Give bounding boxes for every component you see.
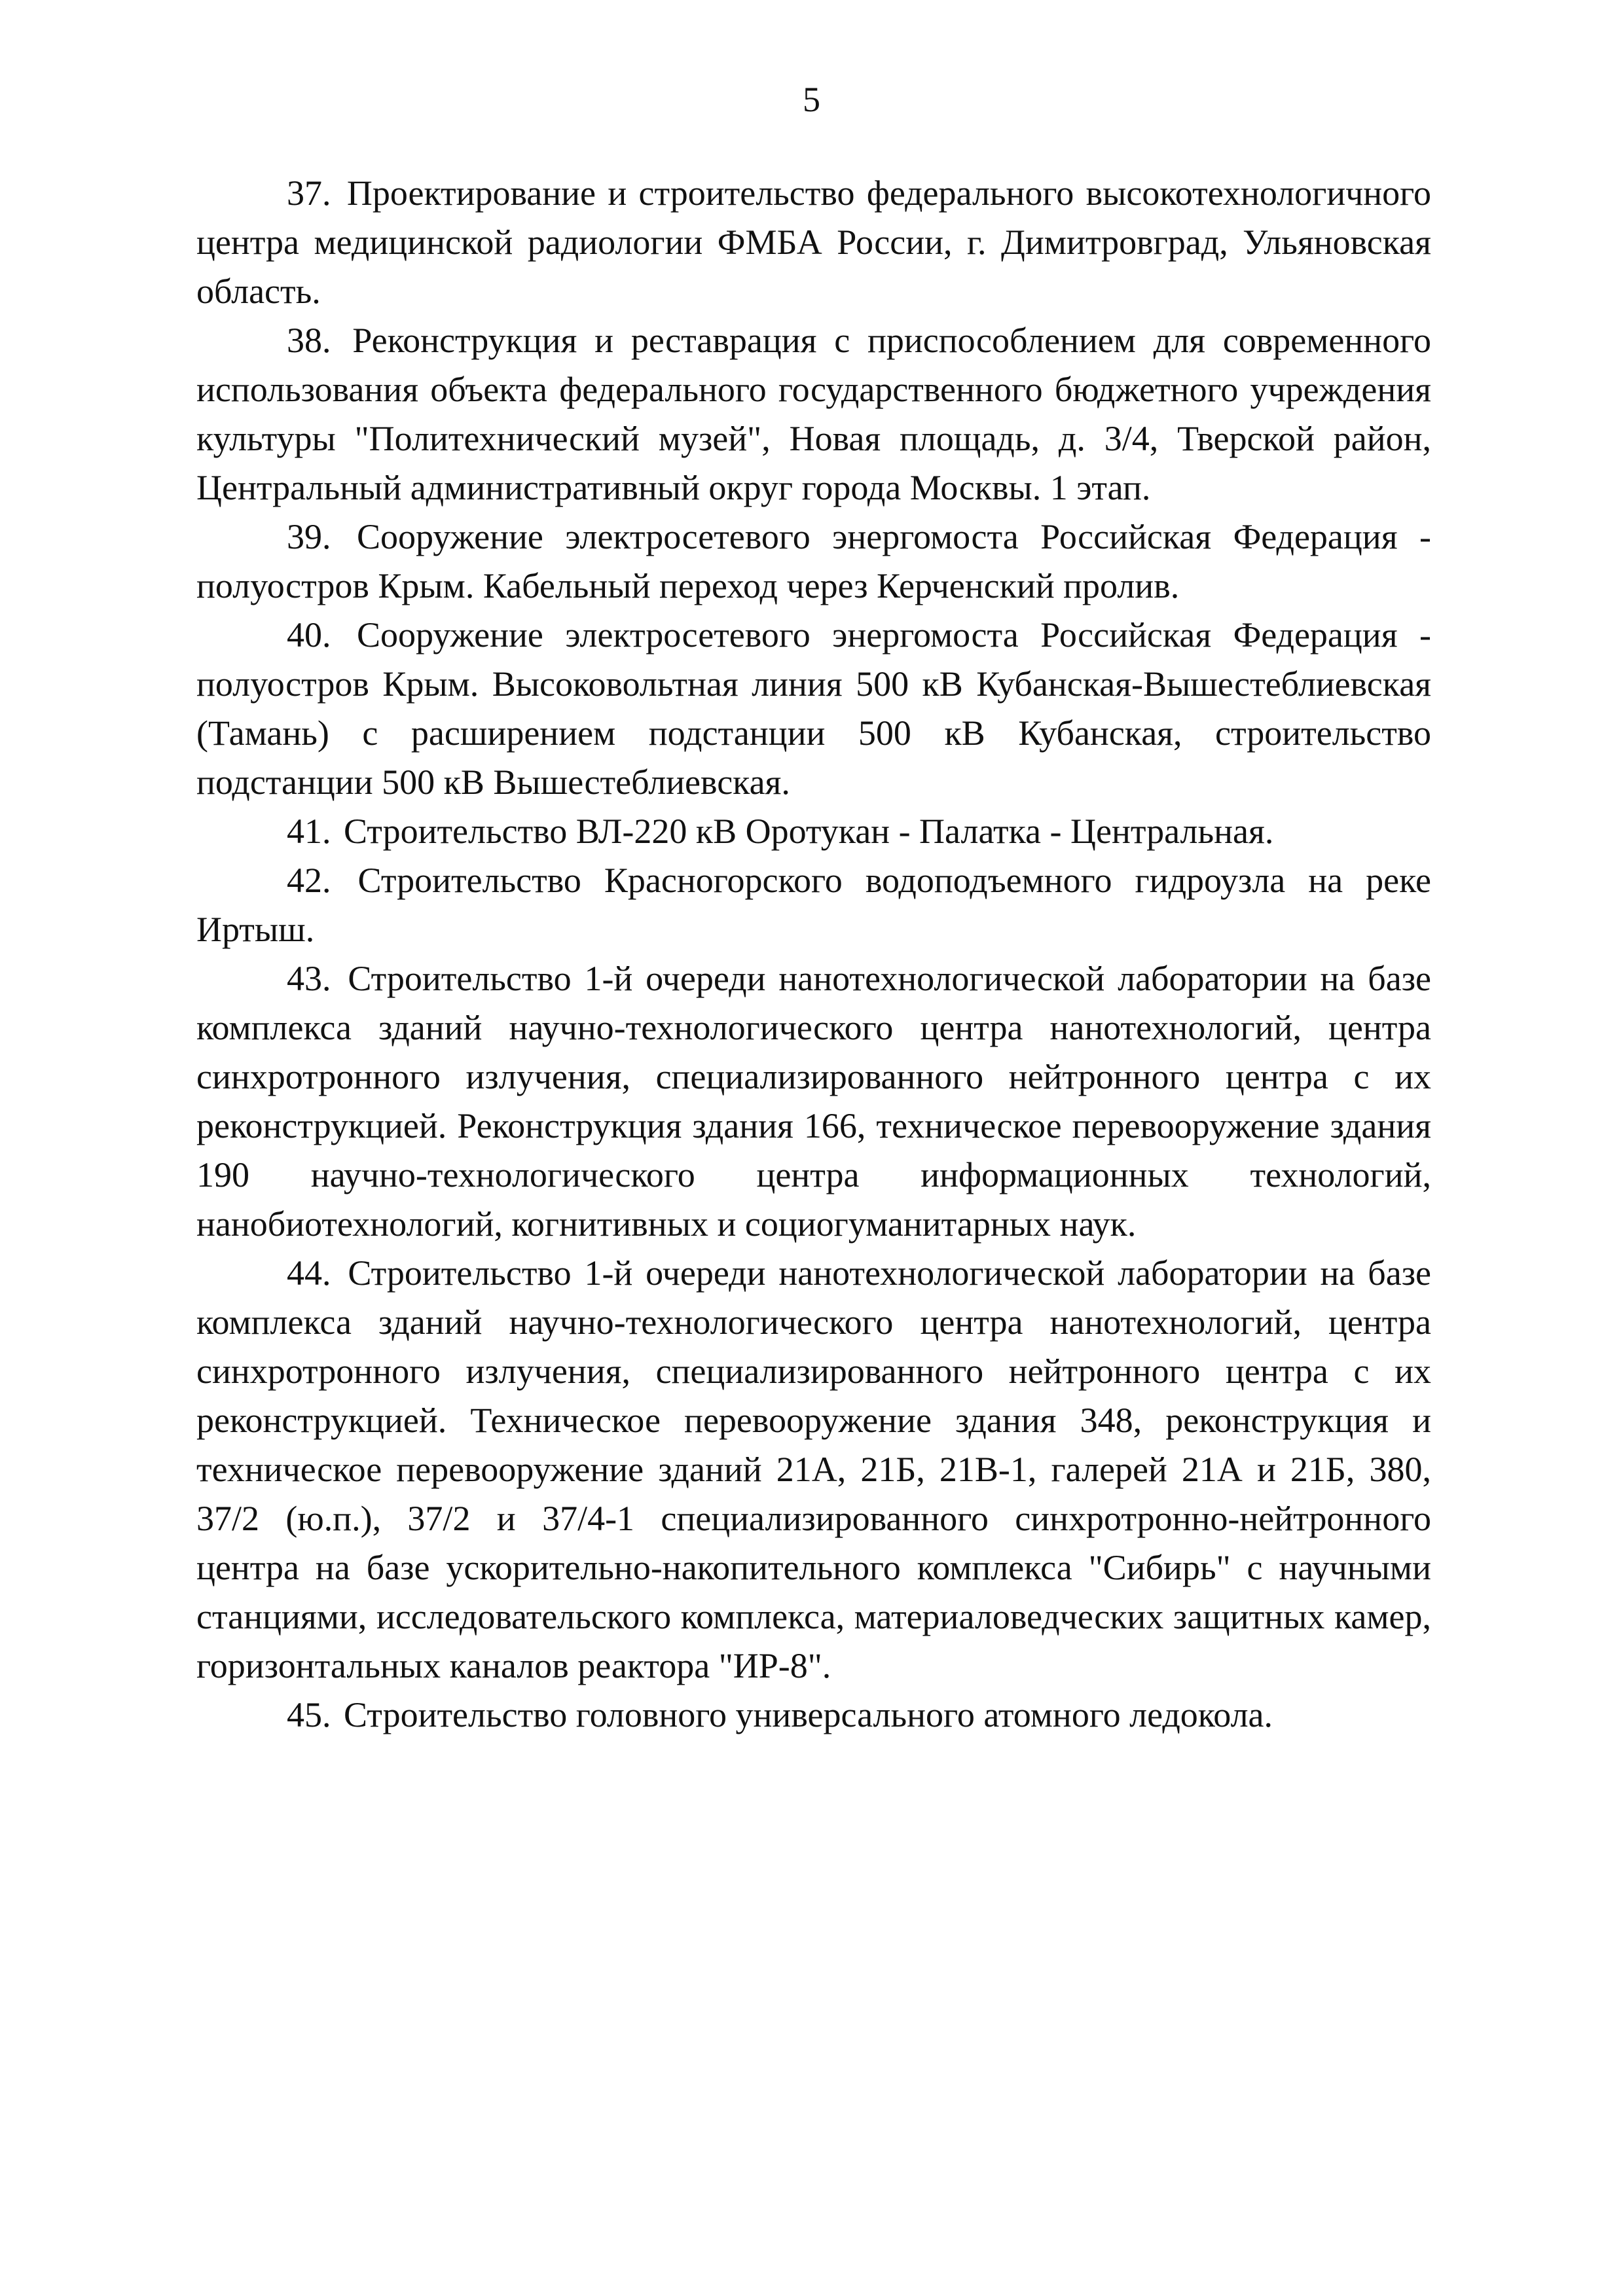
item-number: 42. bbox=[287, 861, 331, 900]
list-item-44 bbox=[196, 1249, 1431, 1691]
item-number: 43. bbox=[287, 959, 331, 998]
list-item-39 bbox=[196, 512, 1431, 611]
list-item-38 bbox=[196, 316, 1431, 512]
list-item-45 bbox=[196, 1691, 1431, 1740]
list-item-41 bbox=[196, 807, 1431, 856]
item-number: 40. bbox=[287, 615, 331, 655]
list-item-37 bbox=[196, 169, 1431, 316]
item-text: Реконструкция и реставрация с приспособлением для современного использования объекта федерального государственного бюджетного учреждения культуры "Политехнический музей", Новая площадь, д. 3/4, Тверской район, Центральный административный округ города Москвы. 1 этап. bbox=[196, 321, 1431, 507]
item-number: 45. bbox=[287, 1695, 331, 1734]
item-text: Сооружение электросетевого энергомоста Российская Федерация - полуостров Крым. Высоковольтная линия 500 кВ Кубанская-Вышестеблиевская (Тамань) с расширением подстанции 500 кВ Кубанская, строительство подстанции 500 кВ Вышестеблиевская. bbox=[196, 615, 1431, 802]
item-text: Строительство ВЛ-220 кВ Оротукан - Палатка - Центральная. bbox=[344, 812, 1274, 851]
list-item-40 bbox=[196, 611, 1431, 807]
item-number: 44. bbox=[287, 1253, 331, 1293]
list-item-43 bbox=[196, 954, 1431, 1249]
page-number: 5 bbox=[803, 80, 820, 119]
item-text: Сооружение электросетевого энергомоста Российская Федерация - полуостров Крым. Кабельный переход через Керченский пролив. bbox=[196, 517, 1431, 605]
list-item-42 bbox=[196, 856, 1431, 954]
item-text: Проектирование и строительство федерального высокотехнологичного центра медицинской радиологии ФМБА России, г. Димитровград, Ульяновская область. bbox=[196, 173, 1431, 311]
item-number: 38. bbox=[287, 321, 331, 360]
item-text: Строительство 1-й очереди нанотехнологической лаборатории на базе комплекса зданий научно-технологического центра нанотехнологий, центра синхротронного излучения, специализированного нейтронного центра с их реконструкцией. Техническое перевооружение здания 348, реконструкция и техническое перевооружение зданий 21А, 21Б, 21В-1, галерей 21А и 21Б, 380, 37/2 (ю.п.), 37/2 и 37/4-1 специализированного синхротронно-нейтронного центра на базе ускорительно-накопительного комплекса "Сибирь" с научными станциями, исследовательского комплекса, материаловедческих защитных камер, горизонтальных каналов реактора "ИР-8". bbox=[196, 1253, 1431, 1685]
item-number: 39. bbox=[287, 517, 331, 556]
item-text: Строительство 1-й очереди нанотехнологической лаборатории на базе комплекса зданий научно-технологического центра нанотехнологий, центра синхротронного излучения, специализированного нейтронного центра с их реконструкцией. Реконструкция здания 166, техническое перевооружение здания 190 научно-технологического центра информационных технологий, нанобиотехнологий, когнитивных и социогуманитарных наук. bbox=[196, 959, 1431, 1244]
item-number: 37. bbox=[287, 173, 331, 213]
item-number: 41. bbox=[287, 812, 331, 851]
item-text: Строительство Красногорского водоподъемного гидроузла на реке Иртыш. bbox=[196, 861, 1432, 949]
document-body bbox=[196, 169, 1431, 1740]
item-text: Строительство головного универсального атомного ледокола. bbox=[344, 1695, 1273, 1734]
